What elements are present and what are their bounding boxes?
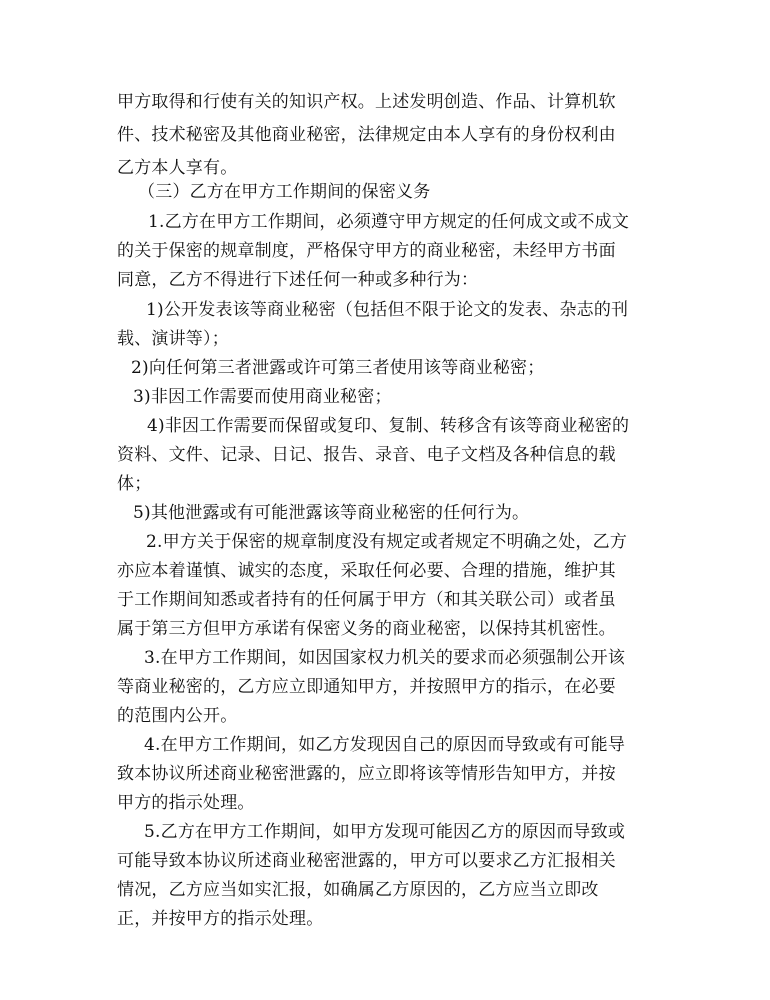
body-text-line: 的关于保密的规章制度，严格保守甲方的商业秘密，未经甲方书面 <box>117 241 616 261</box>
list-item: 3)非因工作需要而使用商业秘密； <box>133 387 392 407</box>
body-text-line: 同意，乙方不得进行下述任何一种或多种行为： <box>117 270 479 290</box>
body-text-line: 甲方取得和行使有关的知识产权。上述发明创造、作品、计算机软 <box>117 92 616 112</box>
body-text-line: 可能导致本协议所述商业秘密泄露的，甲方可以要求乙方汇报相关 <box>117 851 616 871</box>
list-item: 2)向任何第三者泄露或许可第三者使用该等商业秘密； <box>131 358 545 378</box>
body-text-line: 于工作期间知悉或者持有的任何属于甲方（和其关联公司）或者虽 <box>117 590 616 610</box>
body-text-line: 亦应本着谨慎、诚实的态度，采取任何必要、合理的措施，维护其 <box>117 561 616 581</box>
body-text-line: 的范围内公开。 <box>117 706 238 726</box>
list-item: 4)非因工作需要而保留或复印、复制、转移含有该等商业秘密的 <box>147 416 630 436</box>
body-text-line: 甲方的指示处理。 <box>117 793 255 813</box>
body-text-line: 属于第三方但甲方承诺有保密义务的商业秘密，以保持其机密性。 <box>117 619 616 639</box>
body-text-line: 资料、文件、记录、日记、报告、录音、电子文档及各种信息的载 <box>117 445 616 465</box>
body-text-line: 4.在甲方工作期间，如乙方发现因自己的原因而导致或有可能导 <box>144 735 626 755</box>
body-text-line: 情况，乙方应当如实汇报，如确属乙方原因的，乙方应当立即改 <box>117 880 599 900</box>
body-text-line: 等商业秘密的，乙方应立即通知甲方，并按照甲方的指示，在必要 <box>117 677 616 697</box>
body-text-line: 载、演讲等）； <box>117 329 229 349</box>
body-text-line: 正，并按甲方的指示处理。 <box>117 909 324 929</box>
body-text-line: 致本协议所述商业秘密泄露的，应立即将该等情形告知甲方，并按 <box>117 764 616 784</box>
body-text-line: 体； <box>117 474 152 494</box>
body-text-line: 5.乙方在甲方工作期间，如甲方发现可能因乙方的原因而导致或 <box>144 822 626 842</box>
body-text-line: 1.乙方在甲方工作期间，必须遵守甲方规定的任何成文或不成文 <box>148 212 630 232</box>
body-text-line: 2.甲方关于保密的规章制度没有规定或者规定不明确之处，乙方 <box>146 532 628 552</box>
section-heading: （三）乙方在甲方工作期间的保密义务 <box>138 182 431 202</box>
body-text-line: 3.在甲方工作期间，如因国家权力机关的要求而必须强制公开该 <box>144 648 626 668</box>
body-text-line: 乙方本人享有。 <box>117 158 238 178</box>
list-item: 5)其他泄露或有可能泄露该等商业秘密的任何行为。 <box>133 503 530 523</box>
list-item: 1)公开发表该等商业秘密（包括但不限于论文的发表、杂志的刊 <box>146 300 629 320</box>
body-text-line: 件、技术秘密及其他商业秘密，法律规定由本人享有的身份权利由 <box>117 125 616 145</box>
